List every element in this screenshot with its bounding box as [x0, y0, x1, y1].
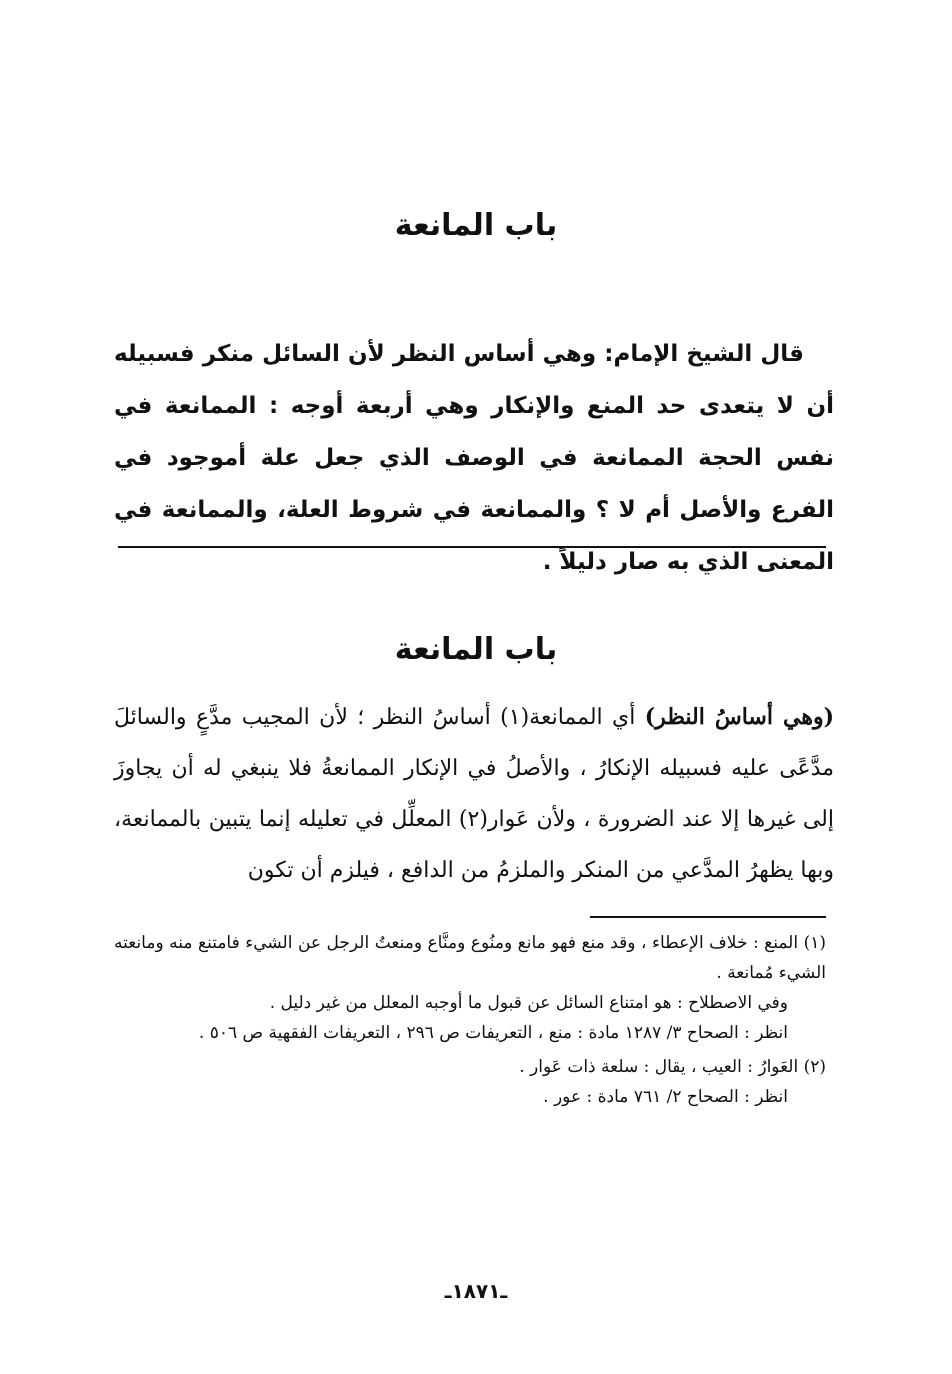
commentary-heading: باب المانعة — [394, 632, 558, 667]
commentary-lemma: (وهي أساسُ النظر) — [644, 704, 835, 730]
footnote-1: (١) المنع : خلاف الإعطاء ، وقد منع فهو مانع ومنُوع ومنَّاع ومنعتُ الرجل عن الشيء فامتنع منه ومانعته الشيء مُمانعة . — [114, 933, 826, 983]
footnote-2-reference: انظر : الصحاح ٢/ ٧٦١ مادة : عور . — [543, 1087, 788, 1107]
commentary-paragraph — [114, 692, 834, 896]
commentary-text: أي الممانعة(١) أساسُ النظر ؛ لأن المجيب مدَّعٍ والسائلَ مدَّعًى عليه فسبيله الإنكارُ ، والأصلُ في الإنكار الممانعةُ فلا ينبغي له أن يجاوزَ إلى غيرها إلا عند الضرورة ، ولأن عَوار(٢) المعلِّل في تعليله إنما يتبين بالممانعة، وبها يظهرُ المدَّعي من المنكر والملزمُ من الدافع ، فيلزم أن تكون — [114, 705, 834, 883]
matn-paragraph: قال الشيخ الإمام: وهي أساس النظر لأن السائل منكر فسبيله أن لا يتعدى حد المنع والإنكار وهي أربعة أوجه : الممانعة في نفس الحجة الممانعة في الوصف الذي جعل علة أموجود في الفرع والأصل أم لا ؟ والممانعة في شروط العلة، والممانعة في المعنى الذي به صار دليلاً . — [114, 341, 834, 575]
footnote-1-reference: انظر : الصحاح ٣/ ١٢٨٧ مادة : منع ، التعريفات ص ٢٩٦ ، التعريفات الفقهية ص ٥٠٦ . — [198, 1023, 788, 1043]
footnotes — [114, 928, 826, 1112]
footnote-2: (٢) العَوارُ : العيب ، يقال : سلعة ذات عَوار . — [519, 1057, 826, 1077]
chapter-heading: باب المانعة — [394, 208, 558, 243]
section-divider — [118, 546, 826, 548]
page-number: ـ١٨٧١ـ — [444, 1279, 508, 1303]
footnote-1-definition: وفي الاصطلاح : هو امتناع السائل عن قبول ما أوجبه المعلل من غير دليل . — [269, 993, 788, 1013]
footnote-divider — [590, 916, 826, 918]
